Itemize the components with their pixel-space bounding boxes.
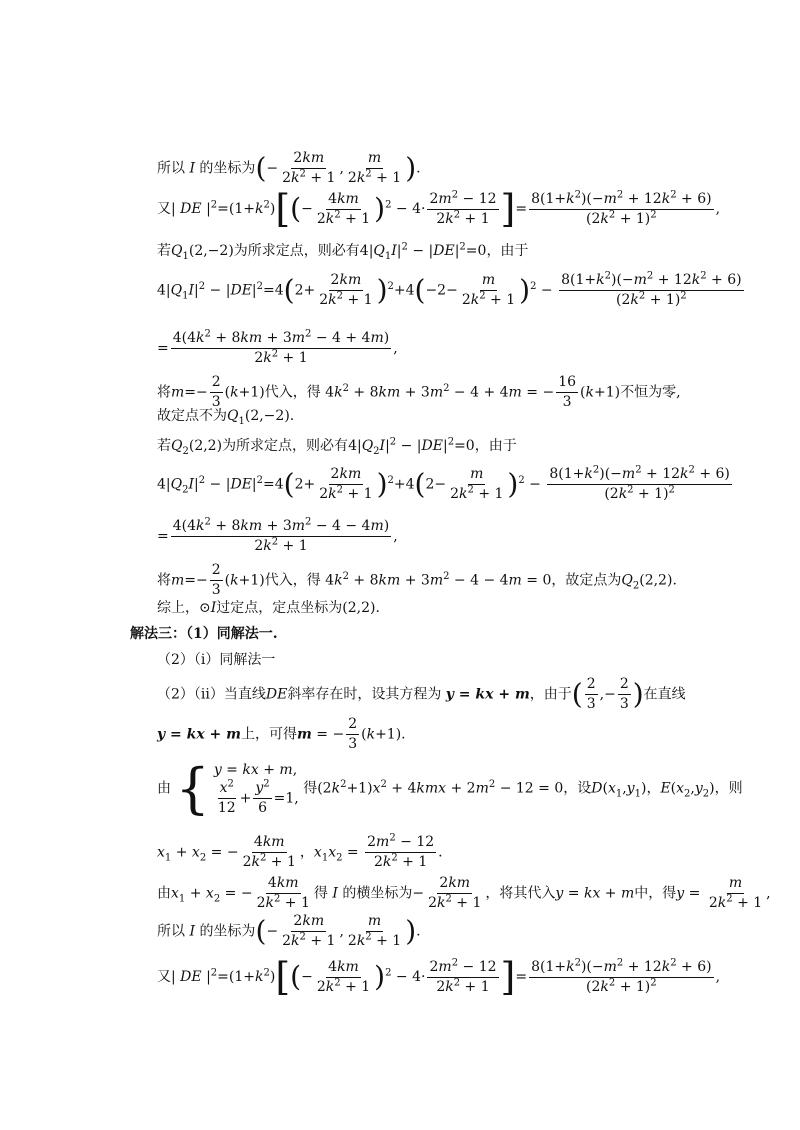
equation-system: { y = kx + m, $\frac{x^2}{12}$ + $\frac{y^2}{6}$ =1,: [175, 756, 299, 820]
line-4: $4|Q_1I|^2 - |DE|^2=4(2+$ $\frac{2km}{2k^2 + 1}$ )$^2$+4(−2− $\frac{m}{2k^2 + 1}$ )$^2$ − $\frac{8(1+k^2)(-m^2 + 12k^2 + 6)}{(2k^2 + 1)^2}$: [157, 270, 742, 308]
line-10: = $\frac{4(4k^2 + 8km + 3m^2 - 4 - 4m)}{2k^2 + 1}$ ,: [157, 516, 398, 554]
line-20: 所以 I 的坐标为(− $\frac{2km}{2k^2 + 1}$ , $\frac{m}{2k^2 + 1}$ ).: [157, 913, 421, 949]
line-9: $4|Q_2I|^2 - |DE|^2=4(2+$ $\frac{2km}{2k^2 + 1}$ )$^2$+4(2− $\frac{m}{2k^2 + 1}$ )$^2$ − $\frac{8(1+k^2)(-m^2 + 12k^2 + 6)}{(2k^2 + 1)^2}$: [157, 464, 730, 502]
line-7: 故定点不为$Q_1(2,-2)$.: [157, 408, 295, 427]
line-19: 由$x_1 + x_2$ = − $\frac{4km}{2k^2 + 1}$ 得 I 的横坐标为− $\frac{2km}{2k^2 + 1}$ ，将其代入y = kx + m中，得y = $\frac{m}{2k^2 + 1}$ ,: [157, 875, 771, 911]
line-17: 由 { y = kx + m, $\frac{x^2}{12}$ + $\frac{y^2}{6}$ =1, 得$(2k^2+1)x^2 + 4kmx + 2m^2 - 12 = 0$，设$D(x_1,y_1)$，$E(x_2,y_2)$，则: [157, 756, 743, 820]
line-15: （2）（ii）当直线DE斜率存在时，设其方程为 y = kx + m，由于( $\frac{2}{3}$ ,− $\frac{2}{3}$ )在直线: [157, 676, 686, 712]
line-12: 综上，⊙I过定点，定点坐标为(2,2).: [157, 600, 380, 616]
line-14: （2）（i）同解法一: [157, 652, 276, 668]
line-2: 又| DE $|^2=(1+k^2)[(-$ $\frac{4km}{2k^2 + 1}$ )$^2$ − 4· $\frac{2m^2 - 12}{2k^2 + 1}$ ]= $\frac{8(1+k^2)(-m^2 + 12k^2 + 6)}{(2k^2 + 1)^2}$ ,: [157, 187, 721, 231]
line-16: y = kx + m上，可得m = − $\frac{2}{3}$ (k+1).: [157, 716, 406, 752]
line-1: 所以 I 的坐标为(− $\frac{2km}{2k^2 + 1}$ , $\frac{m}{2k^2 + 1}$ ).: [157, 150, 421, 186]
line-13: 解法三：（1）同解法一.: [130, 626, 278, 642]
line-8: 若$Q_2(2,2)$为所求定点，则必有$4|Q_2I|^2 - |DE|^2=0$，由于: [157, 436, 517, 457]
line-21: 又| DE $|^2=(1+k^2)[(-$ $\frac{4km}{2k^2 + 1}$ )$^2$ − 4· $\frac{2m^2 - 12}{2k^2 + 1}$ ]= $\frac{8(1+k^2)(-m^2 + 12k^2 + 6)}{(2k^2 + 1)^2}$ ,: [157, 955, 721, 999]
line-3: 若$Q_1(2,-2)$为所求定点，则必有$4|Q_1I|^2 - |DE|^2=0$，由于: [157, 241, 529, 262]
line-6: 将m=− $\frac{2}{3}$ (k+1)代入，得 $4k^2 + 8km + 3m^2 - 4 + 4m$ = − $\frac{16}{3}$ (k+1)不恒为零,: [157, 374, 681, 410]
line-11: 将m=− $\frac{2}{3}$ (k+1)代入，得 $4k^2 + 8km + 3m^2 - 4 - 4m = 0$，故定点为$Q_2(2,2)$.: [157, 562, 677, 598]
line-18: $x_1 + x_2$ = − $\frac{4km}{2k^2 + 1}$ ，$x_1x_2$ = $\frac{2m^2 - 12}{2k^2 + 1}$ .: [157, 832, 443, 870]
line-5: = $\frac{4(4k^2 + 8km + 3m^2 - 4 + 4m)}{2k^2 + 1}$ ,: [157, 328, 398, 366]
